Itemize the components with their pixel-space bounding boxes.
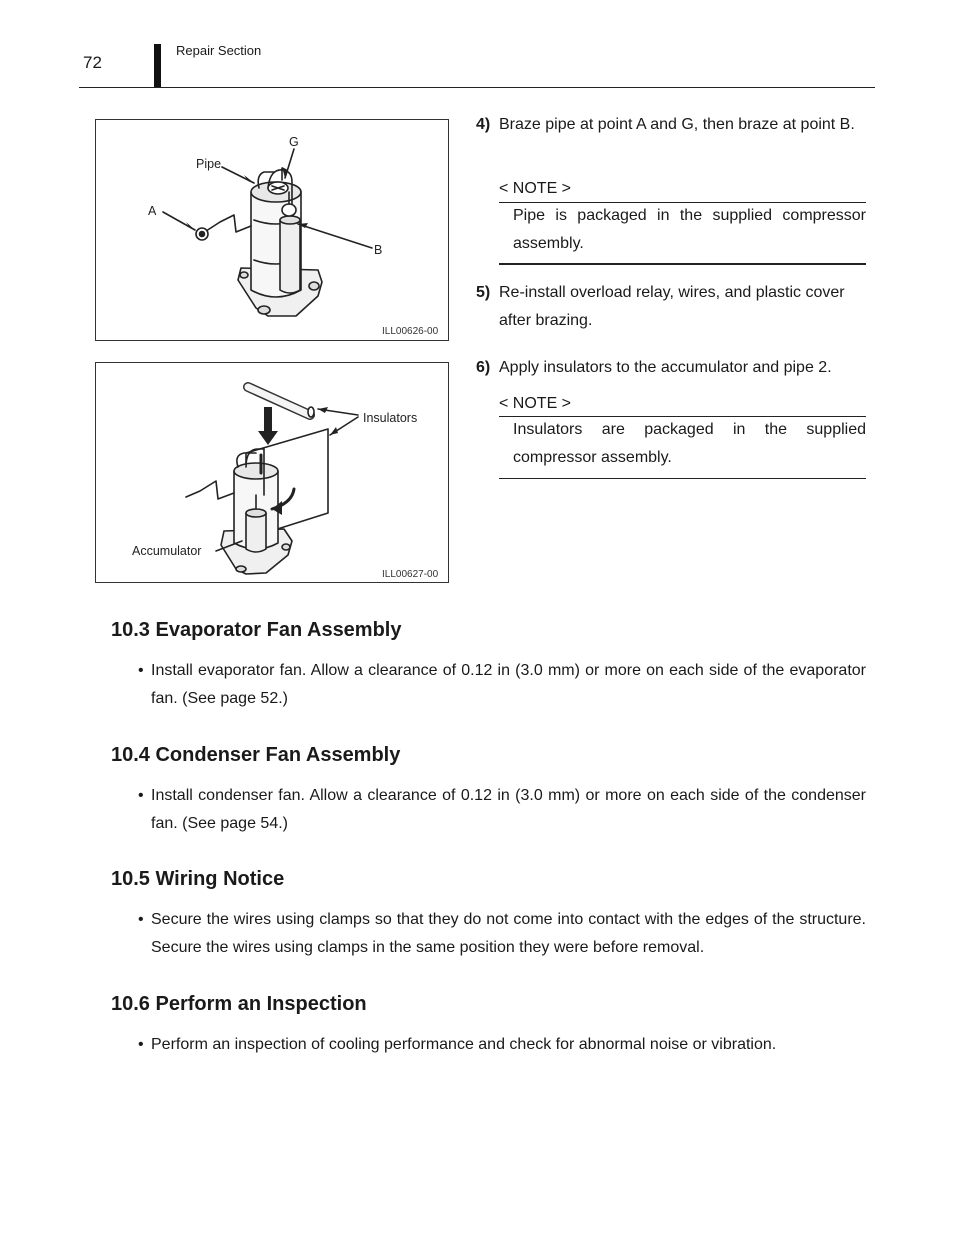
bullet-text: Perform an inspection of cooling performance and check for abnormal noise or vibration. (151, 1036, 777, 1053)
bullet-glyph: • (138, 662, 144, 679)
bullet-glyph: • (138, 1036, 144, 1053)
step-4 (476, 111, 866, 139)
bullet-item (138, 906, 866, 962)
label-accumulator: Accumulator (132, 544, 202, 558)
label-point-a: A (148, 204, 157, 218)
note-label: < NOTE > (499, 395, 572, 412)
bullet-item (138, 1031, 866, 1059)
step-5 (476, 279, 866, 335)
note-bottom-rule (499, 478, 866, 479)
section-heading-10-5: 10.5 Wiring Notice (111, 868, 285, 890)
bullet-text: Install condenser fan. Allow a clearance of 0.12 in (3.0 mm) or more on each side of the condenser fan. (See page 54.) (151, 787, 866, 832)
label-point-b: B (374, 243, 383, 257)
step-number: 6) (476, 359, 491, 376)
bullet-item (138, 782, 866, 838)
step-text: Apply insulators to the accumulator and pipe 2. (499, 359, 832, 376)
step-text: Braze pipe at point A and G, then braze at point B. (499, 116, 855, 133)
section-heading-10-3: 10.3 Evaporator Fan Assembly (111, 619, 402, 641)
compressor-illustration (96, 120, 450, 342)
step-6 (476, 354, 866, 382)
figure-code: ILL00626-00 (382, 326, 439, 337)
bullet-text: Secure the wires using clamps so that they do not come into contact with the edges of the structure. Secure the wires using clamps in the same position they were before removal. (151, 911, 866, 956)
figure-insulators (95, 362, 449, 583)
note-bottom-rule (499, 263, 866, 265)
header-section-title: Repair Section (176, 43, 262, 58)
note-label: < NOTE > (499, 180, 572, 197)
bullet-glyph: • (138, 787, 144, 804)
header-rule (79, 87, 875, 88)
header-bar (154, 44, 161, 88)
figure-code: ILL00627-00 (382, 569, 439, 580)
label-point-g: G (289, 135, 299, 149)
step-number: 5) (476, 284, 491, 301)
bullet-glyph: • (138, 911, 144, 928)
bullet-text: Install evaporator fan. Allow a clearance of 0.12 in (3.0 mm) or more on each side of the evaporator fan. (See page 52.) (151, 662, 866, 707)
step-text: Re-install overload relay, wires, and plastic cover after brazing. (499, 284, 845, 329)
step-number: 4) (476, 116, 491, 133)
section-heading-10-6: 10.6 Perform an Inspection (111, 993, 367, 1015)
section-heading-10-4: 10.4 Condenser Fan Assembly (111, 744, 401, 766)
figure-compressor-brazing (95, 119, 449, 341)
note-text: Insulators are packaged in the supplied compressor assembly. (513, 421, 866, 466)
bullet-item (138, 657, 866, 713)
page-number: 72 (83, 53, 102, 72)
note-text: Pipe is packaged in the supplied compressor assembly. (513, 207, 866, 252)
label-insulators: Insulators (363, 411, 418, 425)
label-pipe: Pipe (196, 157, 222, 171)
